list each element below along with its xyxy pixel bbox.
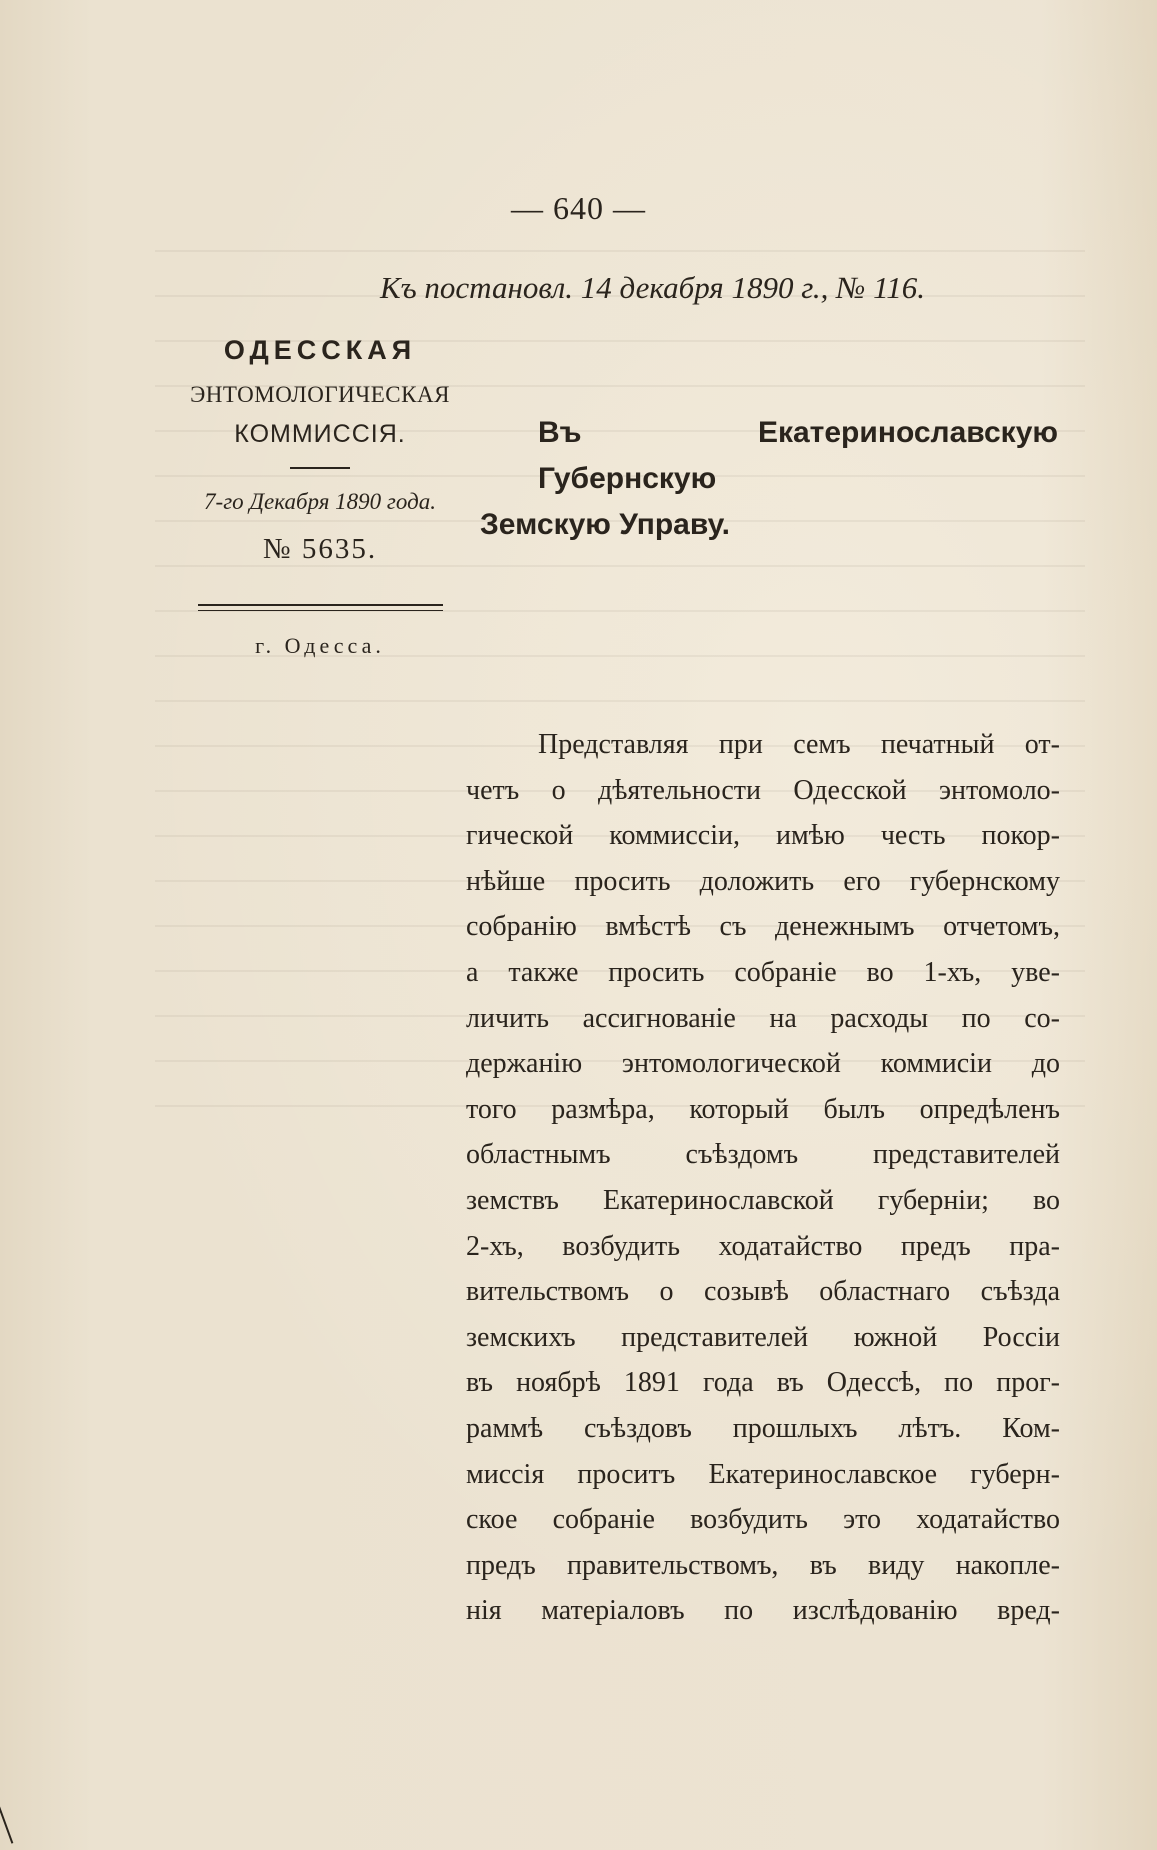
- addressee-block: [480, 410, 1058, 548]
- sender-organization: ОДЕССКАЯ: [223, 335, 417, 365]
- body-line: Представляя при семъ печатный от-: [538, 729, 1060, 760]
- letter-body: [466, 722, 1060, 1634]
- page-edge-mark: [0, 1791, 13, 1843]
- body-line: миссія проситъ Екатеринославское губерн-: [466, 1458, 1060, 1490]
- body-line: нія матеріаловъ по изслѣдованію вред-: [466, 1595, 1060, 1627]
- sender-organization-line3: КОММИССІЯ.: [234, 420, 406, 448]
- sender-city: г. Одесса.: [255, 633, 385, 658]
- double-divider: [198, 604, 443, 611]
- body-line: въ ноябрѣ 1891 года въ Одессѣ, по прог-: [466, 1367, 1060, 1399]
- addressee-line1: Въ Екатеринославскую Губернскую: [538, 416, 1058, 495]
- sender-block: [170, 335, 470, 659]
- short-divider: [290, 467, 350, 469]
- body-line: ское собраніе возбудить это ходатайство: [466, 1504, 1060, 1536]
- body-line: раммѣ съѣздовъ прошлыхъ лѣтъ. Ком-: [466, 1412, 1060, 1444]
- body-line: земскихъ представителей южной Россіи: [466, 1321, 1060, 1353]
- resolution-reference: Къ постановл. 14 декабря 1890 г., № 116.: [380, 270, 926, 305]
- body-line: личить ассигнованіе на расходы по со-: [466, 1002, 1060, 1034]
- body-line: четъ о дѣятельности Одесской энтомоло-: [466, 774, 1060, 806]
- document-number: № 5635.: [262, 533, 378, 565]
- body-line: гической коммиссіи, имѣю честь покор-: [466, 820, 1060, 852]
- addressee-line2: Земскую Управу.: [480, 508, 730, 541]
- sender-organization-line2: ЭНТОМОЛОГИЧЕСКАЯ: [190, 382, 450, 407]
- body-line: предъ правительствомъ, въ виду накопле-: [466, 1549, 1060, 1581]
- sender-date: 7-го Декабря 1890 года.: [204, 489, 436, 514]
- body-line: вительствомъ о созывѣ областнаго съѣзда: [466, 1276, 1060, 1308]
- body-line: того размѣра, который былъ опредѣленъ: [466, 1093, 1060, 1125]
- body-line: а также просить собраніе во 1-хъ, уве-: [466, 956, 1060, 988]
- body-line: 2-хъ, возбудить ходатайство предъ пра-: [466, 1230, 1060, 1262]
- body-line: земствъ Екатеринославской губерніи; во: [466, 1184, 1060, 1216]
- body-line: областнымъ съѣздомъ представителей: [466, 1139, 1060, 1171]
- body-line: держанію энтомологической коммисіи до: [466, 1048, 1060, 1080]
- body-line: нѣйше просить доложить его губернскому: [466, 865, 1060, 897]
- page-number: — 640 —: [511, 190, 646, 226]
- body-line: собранію вмѣстѣ съ денежнымъ отчетомъ,: [466, 911, 1060, 943]
